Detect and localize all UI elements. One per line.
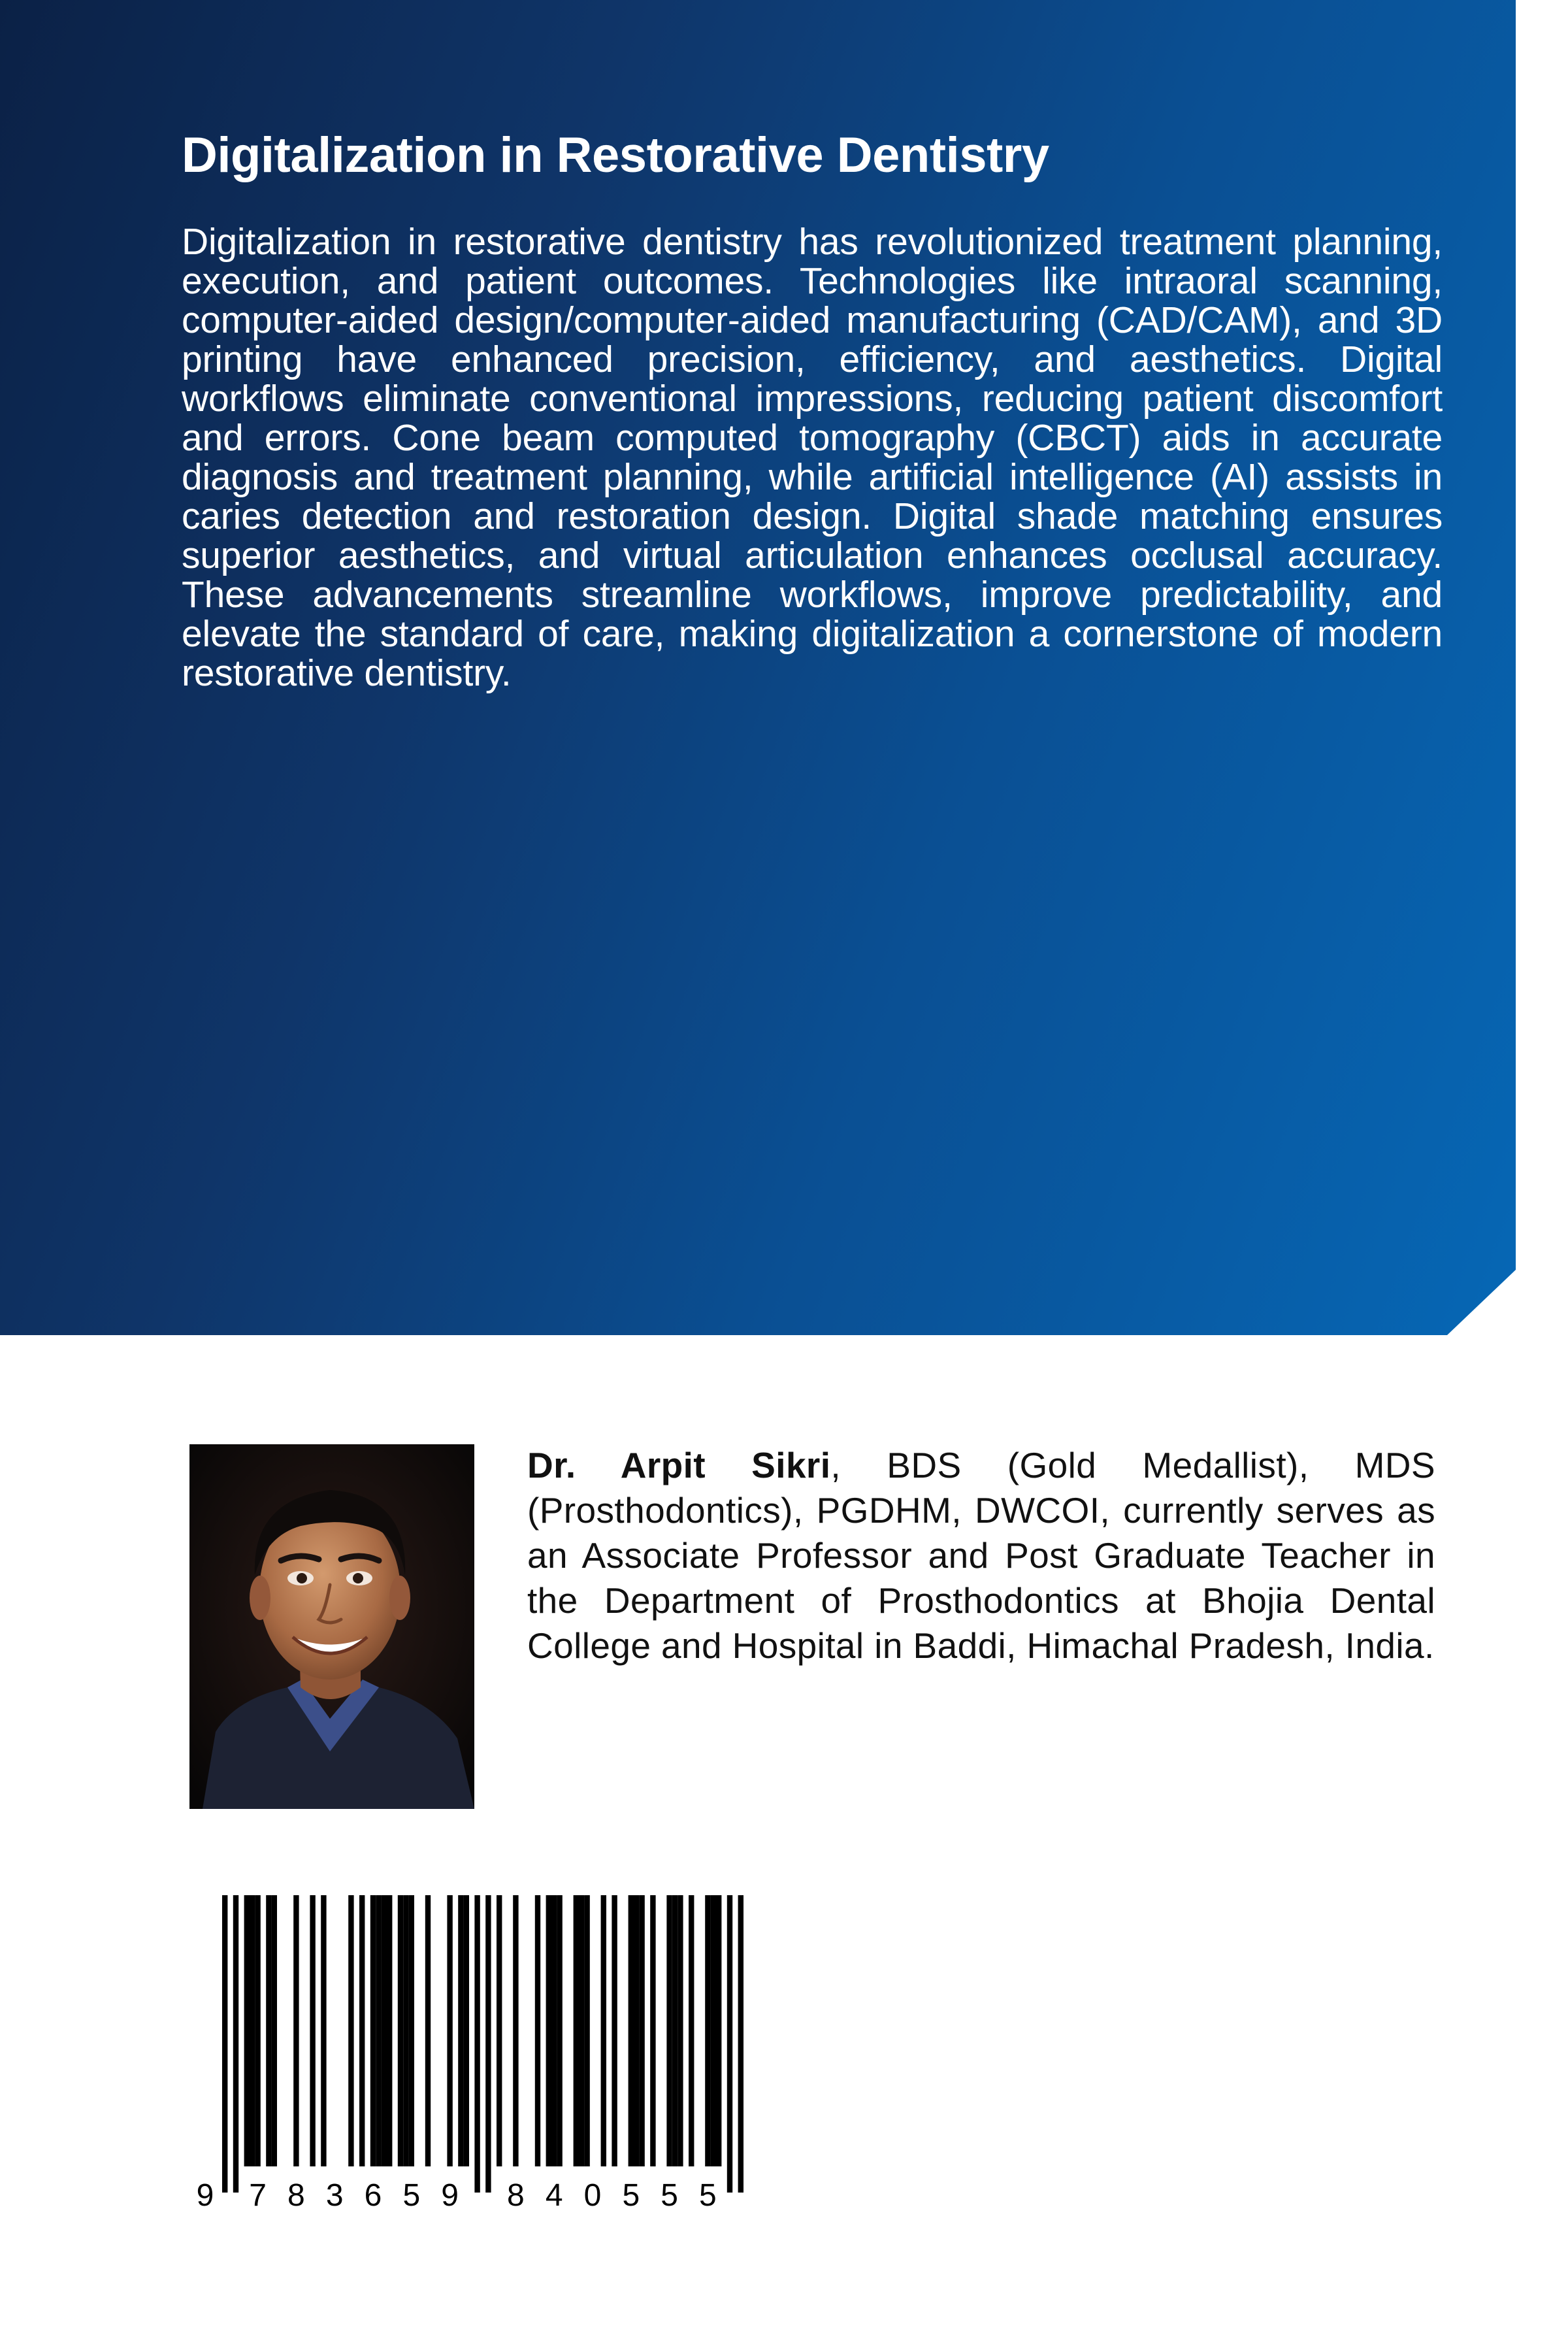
barcode-bar bbox=[513, 1895, 518, 2166]
barcode-guard-bar bbox=[738, 1895, 743, 2193]
barcode-digit: 5 bbox=[699, 2178, 717, 2213]
barcode-bar bbox=[650, 1895, 655, 2166]
barcode-bar bbox=[447, 1895, 452, 2166]
barcode-digit: 5 bbox=[402, 2178, 421, 2213]
barcode-bar bbox=[387, 1895, 392, 2166]
barcode-bar bbox=[403, 1895, 408, 2166]
barcode-bar bbox=[255, 1895, 260, 2166]
barcode-bar bbox=[359, 1895, 365, 2166]
book-title: Digitalization in Restorative Dentistry bbox=[182, 127, 1049, 183]
barcode-digit: 5 bbox=[622, 2178, 640, 2213]
barcode-bar bbox=[409, 1895, 414, 2166]
barcode-bar bbox=[382, 1895, 387, 2166]
barcode-guard-bar bbox=[222, 1895, 227, 2193]
barcode-guard-bar bbox=[485, 1895, 491, 2193]
barcode-digit: 9 bbox=[441, 2178, 459, 2213]
barcode-bar bbox=[250, 1895, 255, 2166]
barcode-guard-bar bbox=[233, 1895, 238, 2193]
barcode-bar bbox=[634, 1895, 639, 2166]
author-bio-text: , BDS (Gold Medallist), MDS (Prosthodontics), PGDHM, DWCOI, currently serves as an Associate Professor and Post Graduate Teacher in the Department of Prosthodontics at Bhojia Dental College and Hospital in Baddi, Himachal Pradesh, India. bbox=[527, 1445, 1435, 1666]
barcode-digit: 7 bbox=[249, 2178, 267, 2213]
barcode-bar bbox=[497, 1895, 502, 2166]
barcode-bar bbox=[370, 1895, 376, 2166]
barcode-bar bbox=[546, 1895, 551, 2166]
barcode-bar bbox=[458, 1895, 463, 2166]
barcode-bar bbox=[293, 1895, 299, 2166]
book-description: Digitalization in restorative dentistry has revolutionized treatment planning, execution, and patient outcomes. Technologies like intraoral scanning, computer-aided design/computer-aided manufacturing (CAD/CAM), and 3D printing have enhanced precision, efficiency, and aesthetics. Digital workflows eliminate conventional impressions, reducing patient discomfort and errors. Cone beam computed tomography (CBCT) aids in accurate diagnosis and treatment planning, while artificial intelligence (AI) assists in caries detection and restoration design. Digital shade matching ensures superior aesthetics, and virtual articulation enhances occlusal accuracy. These advancements streamline workflows, improve predictability, and elevate the standard of care, making digitalization a cornerstone of modern restorative dentistry. bbox=[182, 221, 1443, 694]
barcode-digit: 8 bbox=[287, 2178, 305, 2213]
barcode-guard-bar bbox=[474, 1895, 480, 2193]
barcode-bar bbox=[321, 1895, 326, 2166]
barcode-bar bbox=[425, 1895, 431, 2166]
author-photo bbox=[189, 1444, 474, 1809]
barcode-bar bbox=[666, 1895, 672, 2166]
barcode-graphic bbox=[196, 1895, 758, 2228]
barcode-bar bbox=[678, 1895, 683, 2166]
author-bio bbox=[527, 1443, 1435, 1668]
barcode-bar bbox=[398, 1895, 403, 2166]
barcode-bar bbox=[574, 1895, 579, 2166]
barcode-digit: 9 bbox=[196, 2178, 214, 2213]
barcode-bar bbox=[557, 1895, 562, 2166]
barcode-bar bbox=[310, 1895, 315, 2166]
barcode-bar bbox=[376, 1895, 381, 2166]
barcode-bar bbox=[716, 1895, 721, 2166]
barcode-bar bbox=[689, 1895, 694, 2166]
barcode-bar bbox=[535, 1895, 540, 2166]
author-name: Dr. Arpit Sikri bbox=[527, 1445, 831, 1485]
author-portrait-icon bbox=[189, 1444, 474, 1809]
barcode-bar bbox=[464, 1895, 469, 2166]
barcode-bar bbox=[705, 1895, 710, 2166]
barcode-digit: 3 bbox=[325, 2178, 344, 2213]
barcode-bar bbox=[601, 1895, 606, 2166]
barcode-bar bbox=[612, 1895, 617, 2166]
barcode-bar bbox=[711, 1895, 716, 2166]
barcode-digit: 0 bbox=[583, 2178, 602, 2213]
barcode-bar bbox=[579, 1895, 584, 2166]
barcode-digit: 6 bbox=[364, 2178, 382, 2213]
barcode-digit: 8 bbox=[507, 2178, 525, 2213]
barcode-bar bbox=[672, 1895, 678, 2166]
barcode-bar bbox=[551, 1895, 557, 2166]
barcode-digit: 5 bbox=[661, 2178, 678, 2213]
barcode-guard-bar bbox=[727, 1895, 732, 2193]
barcode-bar bbox=[272, 1895, 277, 2166]
barcode-bar bbox=[266, 1895, 271, 2166]
barcode-digit: 4 bbox=[545, 2178, 563, 2213]
barcode-bar bbox=[629, 1895, 634, 2166]
barcode-bar bbox=[584, 1895, 589, 2166]
barcode-bar bbox=[639, 1895, 644, 2166]
barcode-bar bbox=[348, 1895, 353, 2166]
isbn-barcode bbox=[196, 1895, 758, 2228]
barcode-bar bbox=[244, 1895, 250, 2166]
